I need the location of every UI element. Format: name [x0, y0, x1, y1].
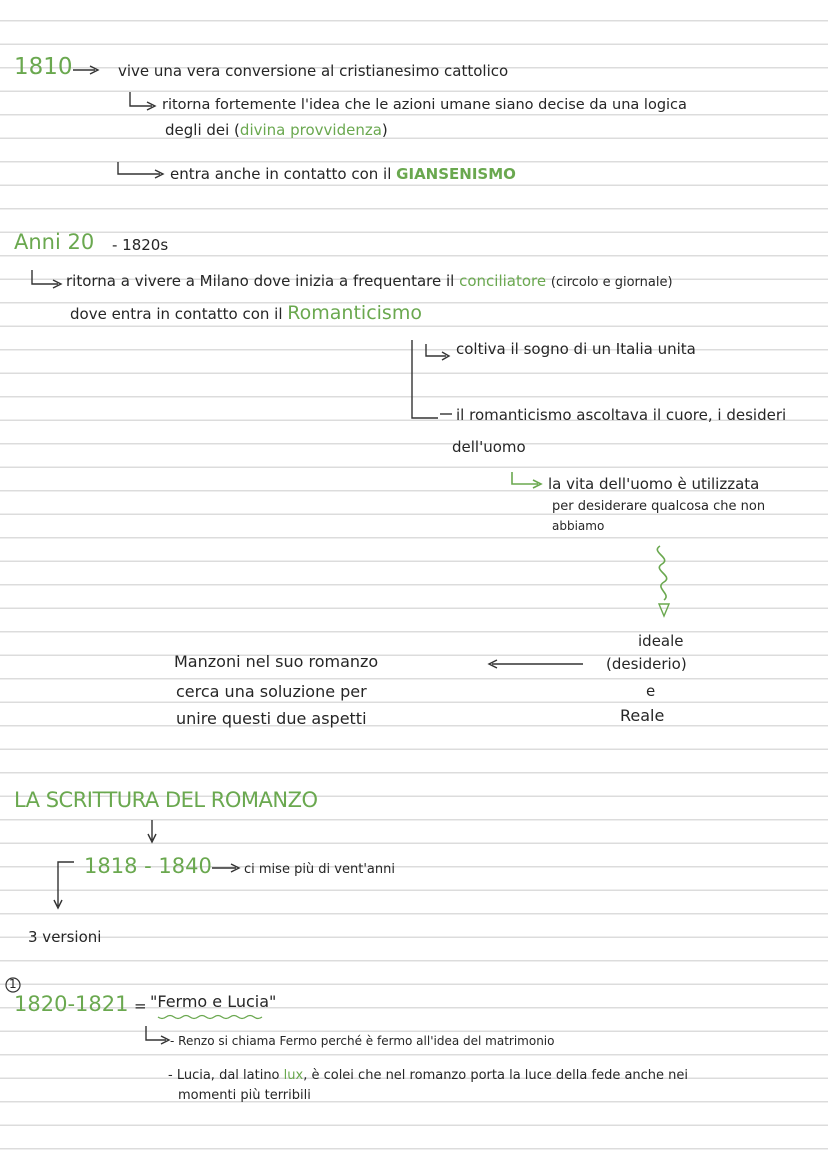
- romanticismo-highlight: Romanticismo: [287, 302, 422, 324]
- ideale-label: ideale: [638, 632, 684, 650]
- scrittura-title: LA SCRITTURA DEL ROMANZO: [14, 788, 318, 812]
- year-1810: 1810: [14, 54, 73, 80]
- fermo-e-lucia-title: "Fermo e Lucia": [150, 992, 277, 1011]
- version-number: 1: [9, 977, 17, 991]
- romanticismo-text: dove entra in contatto con il Romanticismo: [70, 302, 422, 324]
- equals-sign: =: [134, 997, 147, 1015]
- italia-unita-text: coltiva il sogno di un Italia unita: [456, 340, 696, 358]
- abbiamo-text: abbiamo: [552, 519, 605, 533]
- vent-anni-text: ci mise più di vent'anni: [244, 862, 395, 877]
- giansenismo-highlight: GIANSENISMO: [396, 165, 516, 183]
- vita-uomo-text: la vita dell'uomo è utilizzata: [548, 475, 760, 493]
- manzoni-text-3: unire questi due aspetti: [176, 709, 367, 728]
- milano-text: ritorna a vivere a Milano dove inizia a frequentare il conciliatore (circolo e giornale): [66, 272, 673, 290]
- desiderio-label: (desiderio): [606, 655, 687, 673]
- desiderare-text: per desiderare qualcosa che non: [552, 499, 766, 514]
- versioni-text: 3 versioni: [28, 928, 102, 946]
- conversion-text: vive una vera conversione al cristianesimo cattolico: [118, 62, 509, 80]
- cuore-text: il romanticismo ascoltava il cuore, i desideri: [456, 406, 787, 424]
- renzo-text: - Renzo si chiama Fermo perché è fermo all'idea del matrimonio: [170, 1034, 555, 1048]
- momenti-text: momenti più terribili: [178, 1088, 311, 1103]
- lux-highlight: lux: [283, 1068, 304, 1083]
- divina-provvidenza-highlight: divina provvidenza: [239, 121, 382, 139]
- anni-20-heading: Anni 20: [14, 230, 95, 254]
- reale-label: Reale: [620, 706, 665, 725]
- anni-20-suffix: - 1820s: [112, 236, 169, 254]
- conciliatore-highlight: conciliatore: [459, 272, 547, 290]
- manzoni-text-2: cerca una soluzione per: [176, 682, 367, 701]
- lucia-text: - Lucia, dal latino lux, è colei che nel romanzo porta la luce della fede anche nei: [168, 1068, 689, 1083]
- providence-text-2: degli dei (divina provvidenza): [165, 121, 388, 139]
- years-1820-1821: 1820-1821: [14, 992, 129, 1016]
- uomo-text: dell'uomo: [452, 438, 526, 456]
- years-1818-1840: 1818 - 1840: [84, 854, 212, 878]
- e-label: e: [646, 682, 656, 700]
- giansenismo-text: entra anche in contatto con il GIANSENISMO: [170, 165, 516, 183]
- providence-text: ritorna fortemente l'idea che le azioni umane siano decise da una logica: [162, 97, 687, 113]
- manzoni-text-1: Manzoni nel suo romanzo: [174, 652, 379, 671]
